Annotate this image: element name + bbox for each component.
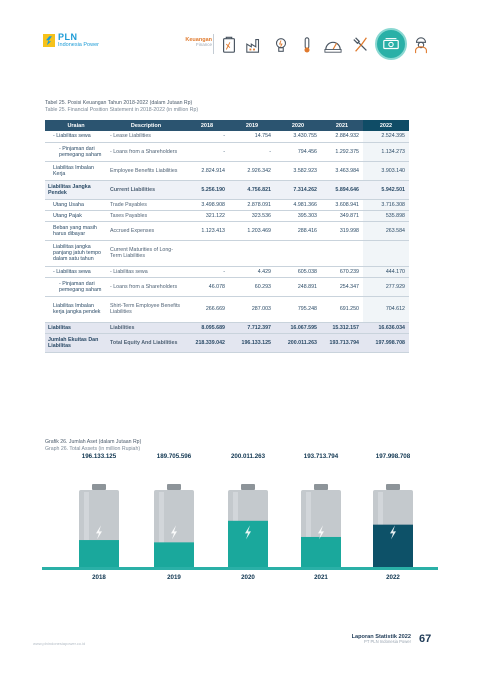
data-label: 197.998.708 [375, 453, 411, 460]
footer-report [352, 634, 411, 645]
value-cell-2019: 1.203.469 [229, 221, 275, 240]
tools-icon[interactable] [350, 34, 372, 56]
value-cell-2021: 2.884.932 [321, 131, 363, 142]
table-row [45, 322, 409, 333]
value-cell-2018: 8.095.689 [185, 322, 229, 333]
row-label-en: Total Equity And Liabilities [107, 333, 185, 352]
row-label-id: Utang Pajak [45, 210, 107, 221]
value-cell-2018: 2.824.914 [185, 161, 229, 180]
value-cell-2022: 3.903.140 [363, 161, 409, 180]
value-cell-2019: 2.878.091 [229, 199, 275, 210]
battery-cap [386, 484, 400, 490]
table-row [45, 296, 409, 322]
row-label-id: Utang Usaha [45, 199, 107, 210]
logo-subtitle: Indonesia Power [58, 42, 99, 48]
value-cell-2018: 3.498.908 [185, 199, 229, 210]
row-label-id: Liabilitas [45, 322, 107, 333]
value-cell-2022: 704.612 [363, 296, 409, 322]
data-label: 200.011.263 [230, 453, 266, 460]
row-label-en: Taxes Payables [107, 210, 185, 221]
table-row [45, 240, 409, 266]
value-cell-2022: 277.929 [363, 277, 409, 296]
table-row [45, 210, 409, 221]
battery-cap [314, 484, 328, 490]
value-cell-2022: 16.636.034 [363, 322, 409, 333]
value-cell-2018: 266.669 [185, 296, 229, 322]
table-header-cell: Description [107, 120, 185, 131]
value-cell-2022: 3.716.308 [363, 199, 409, 210]
category-label: 2020 [241, 574, 255, 581]
value-cell-2021: 15.312.157 [321, 322, 363, 333]
row-label-id: - Liabilitas sewa [45, 131, 107, 142]
value-cell-2021: 319.998 [321, 221, 363, 240]
category-label: 2022 [386, 574, 400, 581]
table-header-cell: 2020 [275, 120, 321, 131]
value-cell-2020: 395.303 [275, 210, 321, 221]
data-label: 189.705.596 [156, 453, 192, 460]
row-label-id: Liabilitas jangka panjang jatuh tempo dalam satu tahun [45, 240, 107, 266]
section-label [168, 37, 212, 48]
battery-cap [92, 484, 106, 490]
value-cell-2020 [275, 240, 321, 266]
table-row [45, 142, 409, 161]
table-header-cell: Uraian [45, 120, 107, 131]
row-label-en: Trade Payables [107, 199, 185, 210]
value-cell-2020: 605.038 [275, 266, 321, 277]
value-cell-2022: 5.942.501 [363, 180, 409, 199]
table-row [45, 221, 409, 240]
page-number: 67 [419, 633, 432, 645]
row-label-id: Liabilitas Jangka Pendek [45, 180, 107, 199]
category-label: 2021 [314, 574, 328, 581]
row-label-id: - Pinjaman dari pemegang saham [45, 277, 107, 296]
value-cell-2022: 2.524.395 [363, 131, 409, 142]
table-header-cell: 2022 [363, 120, 409, 131]
value-cell-2021: 3.463.984 [321, 161, 363, 180]
value-cell-2020: 16.067.595 [275, 322, 321, 333]
table-header-row [45, 120, 409, 131]
row-label-id: - Pinjaman dari pemegang saham [45, 142, 107, 161]
row-label-en: Liabilities [107, 322, 185, 333]
finance-icon[interactable] [375, 28, 407, 60]
company-logo [43, 33, 99, 49]
value-cell-2019: 4.756.821 [229, 180, 275, 199]
value-cell-2018 [185, 240, 229, 266]
value-cell-2021: 5.894.646 [321, 180, 363, 199]
footer-url[interactable]: www.plnindonesiapower.co.id [33, 641, 86, 646]
table-header-cell: 2019 [229, 120, 275, 131]
value-cell-2019: 7.712.397 [229, 322, 275, 333]
row-label-id: Jumlah Ekuitas Dan Liabilitas [45, 333, 107, 352]
value-cell-2021: 3.608.941 [321, 199, 363, 210]
row-label-en: Accrued Expenses [107, 221, 185, 240]
thermometer-icon[interactable] [296, 34, 318, 56]
table-row [45, 333, 409, 352]
row-label-en: Current Liabilities [107, 180, 185, 199]
value-cell-2019 [229, 240, 275, 266]
value-cell-2021: 349.871 [321, 210, 363, 221]
footer-report-subtitle: PT PLN Indonesia Power [364, 639, 411, 645]
value-cell-2021 [321, 240, 363, 266]
category-label: 2018 [92, 574, 106, 581]
value-cell-2019: 2.926.342 [229, 161, 275, 180]
total-assets-chart [40, 450, 440, 590]
value-cell-2020: 3.430.755 [275, 131, 321, 142]
battery-cap [241, 484, 255, 490]
table-row [45, 131, 409, 142]
factory-icon[interactable] [243, 34, 265, 56]
battery-fill [228, 521, 268, 567]
value-cell-2019: 287.003 [229, 296, 275, 322]
graph-caption-id: Grafik 26. Jumlah Aset (dalam Jutaan Rp) [45, 439, 142, 445]
battery-fill [154, 542, 194, 567]
value-cell-2022: 197.998.708 [363, 333, 409, 352]
row-label-en: - Liabilitas sewa [107, 266, 185, 277]
section-subtitle: Finance [195, 42, 212, 48]
row-label-en: - Loans from a Shareholders [107, 277, 185, 296]
row-label-id: - Liabilitas sewa [45, 266, 107, 277]
graph-caption-en: Graph 26. Total Assets (in million Rupiah) [45, 446, 141, 453]
financial-position-table [45, 120, 409, 353]
battery-cap [167, 484, 181, 490]
value-cell-2020: 288.416 [275, 221, 321, 240]
value-cell-2019: 4.429 [229, 266, 275, 277]
value-cell-2019: - [229, 142, 275, 161]
battery-fill [79, 540, 119, 567]
value-cell-2020: 795.248 [275, 296, 321, 322]
value-cell-2018: 1.123.413 [185, 221, 229, 240]
row-label-en: Current Maturities of Long-Term Liabilities [107, 240, 185, 266]
data-label: 196.133.125 [81, 453, 117, 460]
section-title: Keuangan [185, 37, 212, 43]
row-label-en: Shirt-Term Employee Benefits Liabilities [107, 296, 185, 322]
table-row [45, 266, 409, 277]
value-cell-2020: 248.891 [275, 277, 321, 296]
value-cell-2018: 321.122 [185, 210, 229, 221]
table-row [45, 277, 409, 296]
row-label-id: Liabilitas Imbalan Kerja [45, 161, 107, 180]
value-cell-2018: 5.256.190 [185, 180, 229, 199]
row-label-en: - Lease Liabilities [107, 131, 185, 142]
value-cell-2021: 670.239 [321, 266, 363, 277]
value-cell-2019: 14.754 [229, 131, 275, 142]
table-header-cell: 2021 [321, 120, 363, 131]
chart-baseline [42, 567, 438, 570]
row-label-en: Employee Benefits Liabilities [107, 161, 185, 180]
value-cell-2018: 218.339.042 [185, 333, 229, 352]
value-cell-2020: 3.582.923 [275, 161, 321, 180]
value-cell-2020: 200.011.263 [275, 333, 321, 352]
value-cell-2022: 1.134.273 [363, 142, 409, 161]
value-cell-2019: 60.293 [229, 277, 275, 296]
row-label-id: Beban yang masih harus dibayar [45, 221, 107, 240]
page-header [0, 0, 480, 66]
row-label-id: Liabilitas Imbalan kerja jangka pendek [45, 296, 107, 322]
value-cell-2020: 794.456 [275, 142, 321, 161]
battery-fill [301, 537, 341, 567]
value-cell-2021: 691.250 [321, 296, 363, 322]
value-cell-2022: 444.170 [363, 266, 409, 277]
table-caption [45, 100, 198, 114]
value-cell-2021: 193.713.794 [321, 333, 363, 352]
value-cell-2019: 196.133.125 [229, 333, 275, 352]
worker-icon[interactable] [410, 34, 432, 56]
table-caption-id: Tabel 25. Posisi Keuangan Tahun 2018-2022 (dalam Jutaan Rp) [45, 100, 193, 106]
category-label: 2019 [167, 574, 181, 581]
gauge-icon[interactable] [322, 34, 344, 56]
value-cell-2022: 535.898 [363, 210, 409, 221]
table-caption-en: Table 25. Financial Position Statement in 2018-2022 (in million Rp) [45, 107, 199, 114]
pln-logo-icon [43, 34, 55, 47]
clipboard-icon[interactable] [218, 34, 240, 56]
value-cell-2018: - [185, 142, 229, 161]
header-divider [213, 34, 214, 54]
value-cell-2021: 1.292.375 [321, 142, 363, 161]
value-cell-2020: 7.314.262 [275, 180, 321, 199]
value-cell-2018: - [185, 266, 229, 277]
footer-report-title: Laporan Statistik 2022 [351, 634, 411, 640]
value-cell-2022 [363, 240, 409, 266]
table-header-cell: 2018 [185, 120, 229, 131]
row-label-en: - Loans from a Shareholders [107, 142, 185, 161]
value-cell-2019: 323.536 [229, 210, 275, 221]
value-cell-2018: 46.078 [185, 277, 229, 296]
table-row [45, 161, 409, 180]
lightbulb-icon[interactable] [270, 34, 292, 56]
value-cell-2022: 263.584 [363, 221, 409, 240]
data-label: 193.713.794 [303, 453, 339, 460]
table-row [45, 199, 409, 210]
value-cell-2018: - [185, 131, 229, 142]
value-cell-2021: 254.347 [321, 277, 363, 296]
value-cell-2020: 4.981.366 [275, 199, 321, 210]
table-row [45, 180, 409, 199]
logo-title: PLN [58, 32, 78, 42]
